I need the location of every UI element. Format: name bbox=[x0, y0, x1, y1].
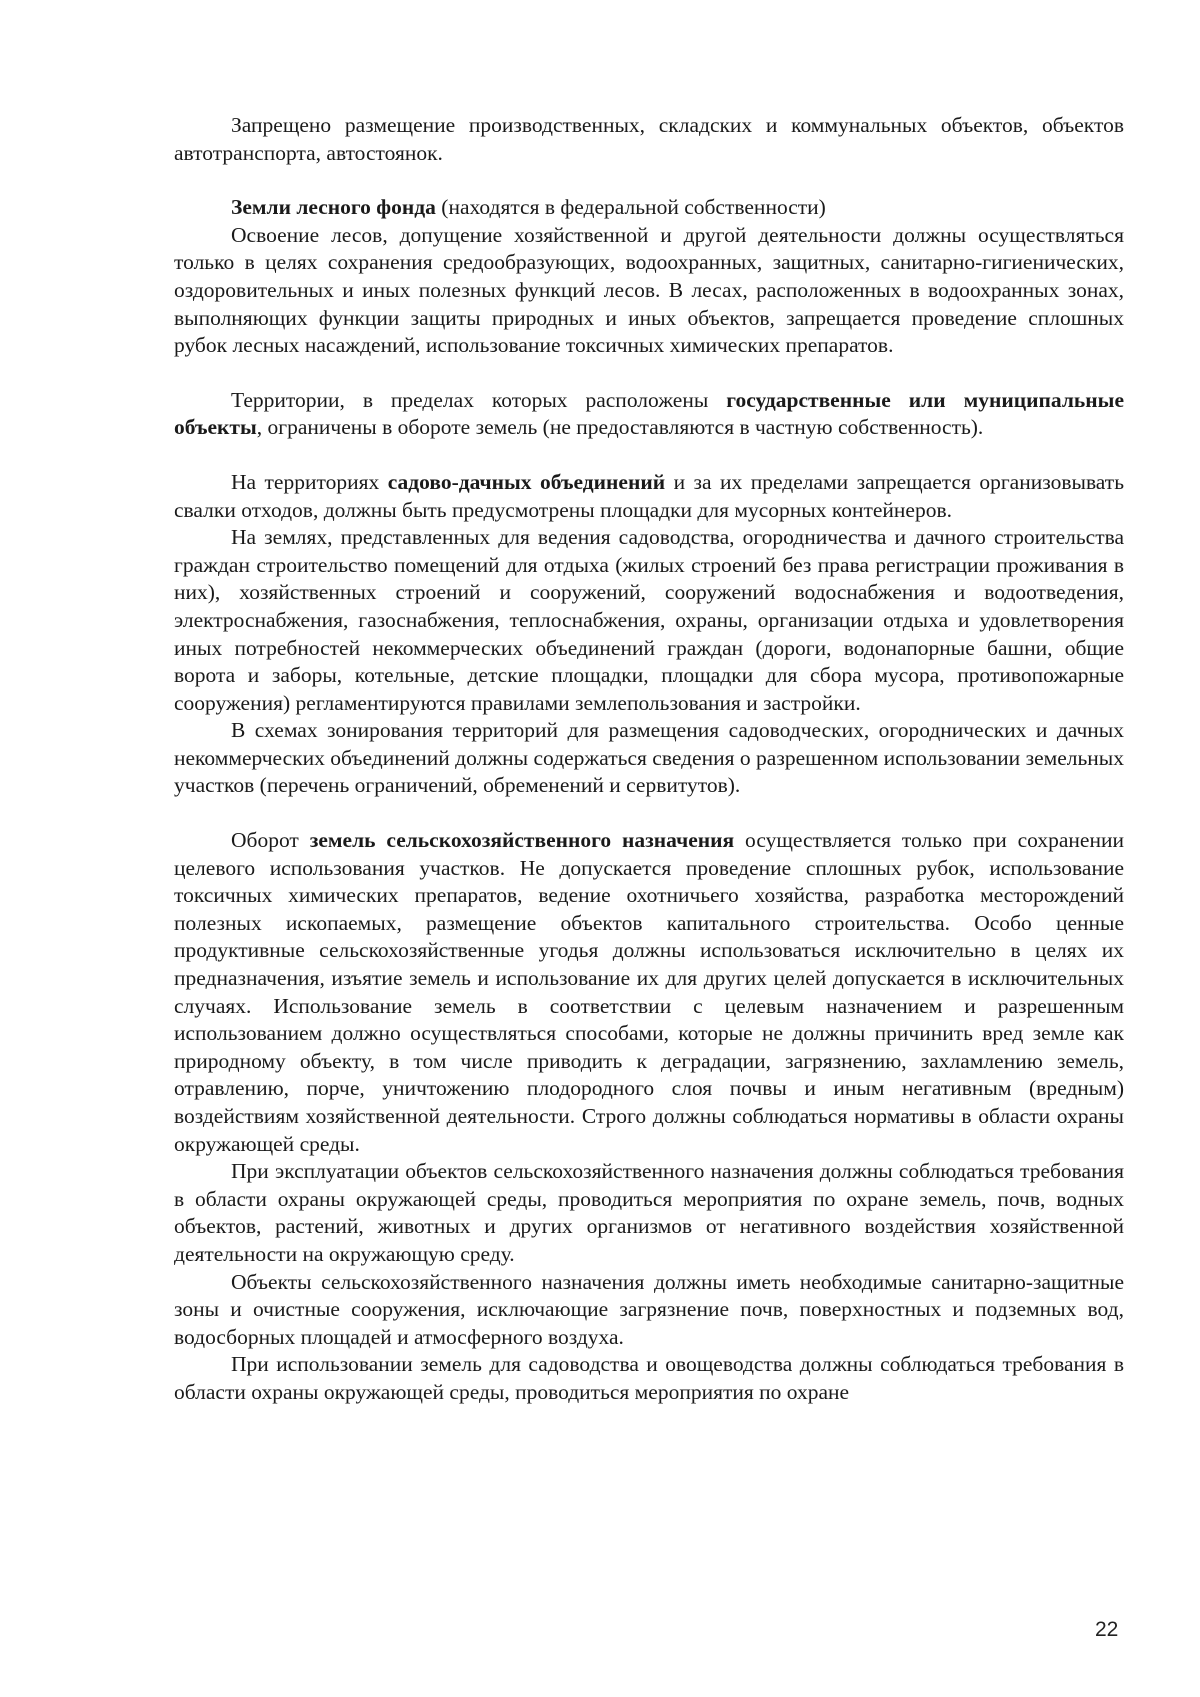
paragraph-horticulture: При использовании земель для садоводства и овощеводства должны соблюдаться требования в области охраны окружающей среды, проводиться мероприятия по охране bbox=[174, 1352, 1124, 1404]
forest-heading-rest: (находятся в федеральной собственности) bbox=[435, 195, 826, 220]
document-body bbox=[174, 112, 1124, 1407]
paragraph-state-objects bbox=[174, 387, 1124, 442]
state-text-post: , ограничены в обороте земель (не предоставляются в частную собственность). bbox=[256, 415, 984, 440]
paragraph-garden-lands: На землях, представленных для ведения садоводства, огородничества и дачного строительства граждан строительство помещений для отдыха (жилых строений без права регистрации проживания в них), хозяйственных строений и сооружений, сооружений водоснабжения и водоотведения, электроснабжения, газоснабжения, теплоснабжения, охраны, организации отдыха и удовлетворения иных потребностей некоммерческих объединений граждан (дороги, водонапорные башни, общие ворота и заборы, котельные, детские площадки, площадки для сбора мусора, противопожарные сооружения) регламентируются правилами землепользования и застройки. bbox=[174, 525, 1124, 715]
spacer bbox=[174, 360, 1124, 387]
garden-text-bold: садово-дачных объединений bbox=[387, 469, 666, 494]
paragraph-forest: Освоение лесов, допущение хозяйственной и другой деятельности должны осуществляться только в целях сохранения средообразующих, водоохранных, защитных, санитарно-гигиенических, оздоровительных и иных полезных функций лесов. В лесах, расположенных в водоохранных зонах, выполняющих функции защиты природных и иных объектов, запрещается проведение сплошных рубок лесных насаждений, использование токсичных химических препаратов. bbox=[174, 222, 1124, 358]
paragraph-agri-exploitation: При эксплуатации объектов сельскохозяйственного назначения должны соблюдаться требования в области охраны окружающей среды, проводиться мероприятия по охране земель, почв, водных объектов, растений, животных и других организмов от негативного воздействия хозяйственной деятельности на окружающую среду. bbox=[174, 1159, 1124, 1266]
spacer bbox=[174, 442, 1124, 469]
paragraph-agricultural-lands bbox=[174, 827, 1124, 1158]
agri-text-post: осуществляется только при сохранении целевого использования участков. Не допускается проведение сплошных рубок, использование токсичных химических препаратов, ведение охотничьего хозяйства, разработка месторождений полезных ископаемых, размещение объектов капитального строительства. Особо ценные продуктивные сельскохозяйственные угодья должны использоваться исключительно в целях их предназначения, изъятие земель и использование их для других целей допускается в исключительных случаях. Использование земель в соответствии с целевым назначением и разрешенным использованием должно осуществляться способами, которые не должны причинить вред земле как природному объекту, в том числе приводить к деградации, загрязнению, захламлению земель, отравлению, порче, уничтожению плодородного слоя почвы и иным негативным (вредным) воздействиям хозяйственной деятельности. Строго должны соблюдаться нормативы в области охраны окружающей среды. bbox=[174, 828, 1124, 1156]
spacer bbox=[174, 167, 1124, 194]
agri-text-pre: Оборот bbox=[231, 828, 310, 853]
spacer bbox=[174, 800, 1124, 827]
paragraph-prohibition: Запрещено размещение производственных, складских и коммунальных объектов, объектов автотранспорта, автостоянок. bbox=[174, 113, 1124, 165]
agri-text-bold: земель сельскохозяйственного назначения bbox=[309, 828, 735, 853]
garden-text-pre: На территориях bbox=[231, 469, 388, 494]
paragraph-zoning-schemes: В схемах зонирования территорий для размещения садоводческих, огороднических и дачных некоммерческих объединений должны содержаться сведения о разрешенном использовании земельных участков (перечень ограничений, обременений и сервитутов). bbox=[174, 718, 1124, 798]
forest-heading bbox=[174, 194, 1124, 222]
paragraph-agri-sanitary-zones: Объекты сельскохозяйственного назначения должны иметь необходимые санитарно-защитные зоны и очистные сооружения, исключающие загрязнение почв, поверхностных и подземных вод, водосборных площадей и атмосферного воздуха. bbox=[174, 1269, 1124, 1349]
state-text-bold: государственные или муниципальные объекты bbox=[174, 387, 1124, 440]
state-text-pre: Территории, в пределах которых расположены bbox=[231, 387, 727, 412]
paragraph-garden-associations bbox=[174, 469, 1124, 524]
garden-text-post: и за их пределами запрещается организовывать свалки отходов, должны быть предусмотрены площадки для мусорных контейнеров. bbox=[174, 469, 1124, 522]
forest-heading-bold: Земли лесного фонда bbox=[231, 195, 436, 220]
page-number: 22 bbox=[1095, 1618, 1119, 1641]
